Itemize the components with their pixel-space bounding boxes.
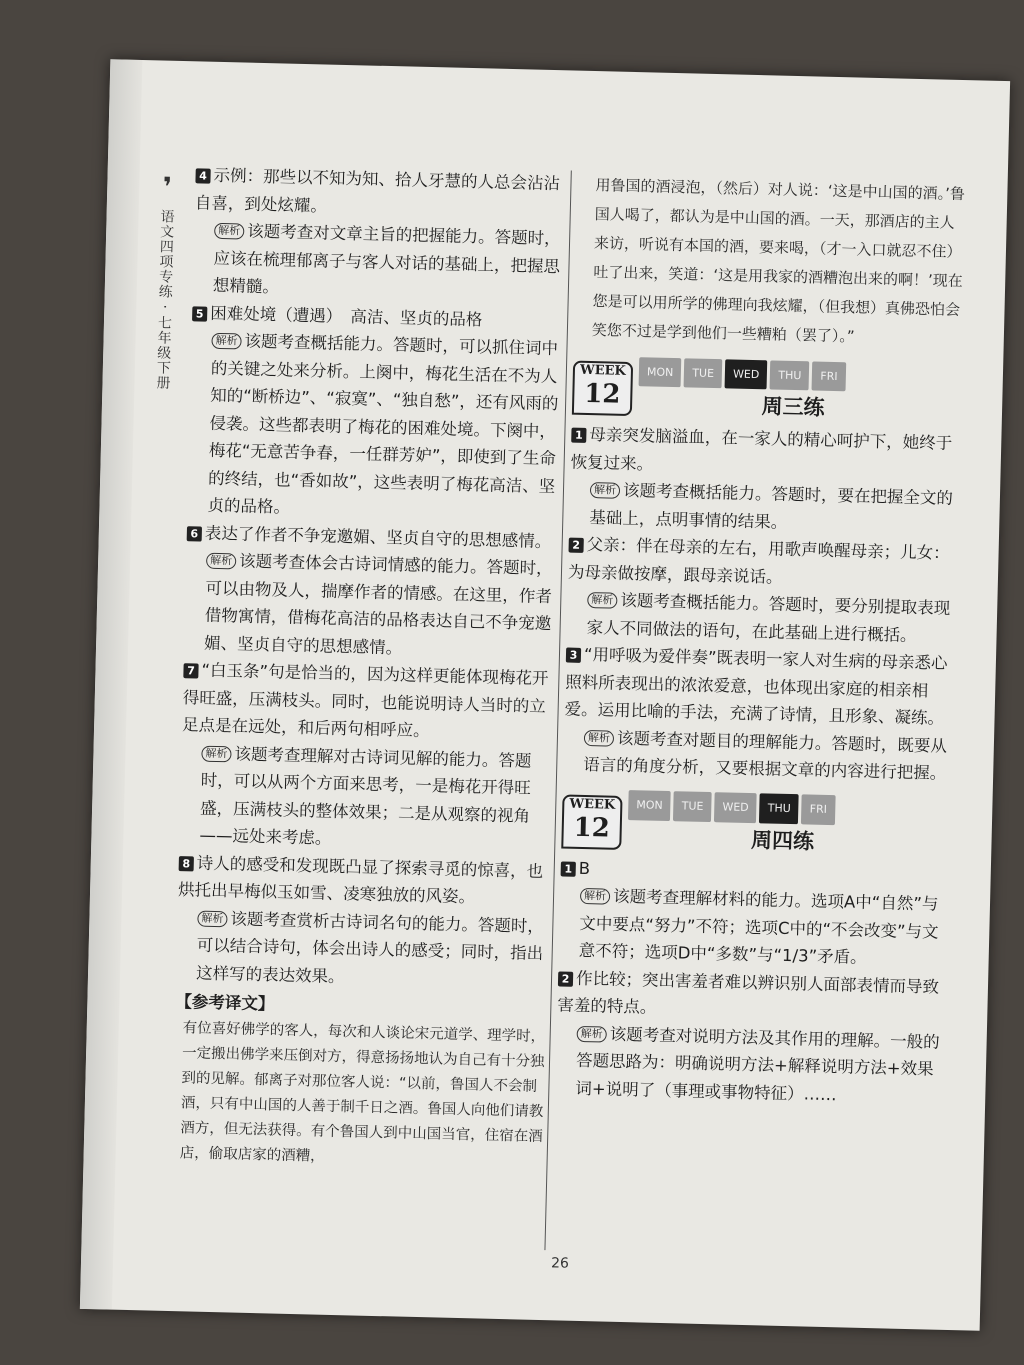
- analysis-tag: 解析: [201, 745, 231, 762]
- q-number: 3: [566, 648, 581, 663]
- q-number: 8: [179, 856, 194, 871]
- week-header-wednesday: [572, 357, 965, 425]
- page-stack-edge: [80, 59, 143, 1309]
- thu-answer-2: [557, 964, 950, 1029]
- q-number: 2: [558, 971, 573, 986]
- answer-text: B: [578, 858, 591, 878]
- wed-answer-1: [570, 421, 963, 486]
- day-mon: MON: [628, 790, 671, 821]
- analysis-tag: 解析: [577, 1025, 607, 1042]
- analysis-text: 该题考查对说明方法及其作用的理解。一般的答题思路为：明确说明方法+解释说明方法+效果词+说明了（事理或事物特征）……: [575, 1024, 940, 1104]
- analysis-tag: 解析: [584, 729, 614, 746]
- wed-answer-3: [564, 641, 958, 733]
- q-number: 7: [183, 663, 198, 678]
- thu-analysis-2: [555, 1019, 949, 1111]
- analysis-text: 该题考查理解对古诗词见解的能力。答题时，可以从两个方面来思考，一是梅花开得旺盛，压满枝头的整体效果；二是从观察的视角——远处来考虑。: [199, 743, 532, 848]
- answer-text: “用呼吸为爱伴奏”既表明一家人对生病的母亲悉心照料所表现出的浓浓爱意，也体现出家庭的相亲相爱。运用比喻的手法，充满了诗情，且形象、凝练。: [564, 644, 948, 728]
- q-number: 5: [192, 306, 207, 321]
- wed-analysis-1: [569, 476, 962, 541]
- thu-analysis-1: [558, 881, 952, 973]
- week-label: WEEK: [569, 796, 616, 813]
- analysis-tag: 解析: [214, 223, 244, 240]
- day-wed: WED: [714, 792, 757, 823]
- day-fri: FRI: [812, 361, 846, 391]
- textbook-page: [80, 59, 1010, 1331]
- answer-7: [182, 656, 556, 748]
- analysis-8: [176, 904, 550, 996]
- analysis-tag: 解析: [197, 910, 227, 927]
- day-fri: FRI: [801, 794, 835, 824]
- analysis-text: 该题考查概括能力。答题时，要在把握全文的基础上，点明事情的结果。: [589, 480, 954, 532]
- wed-analysis-3: [563, 723, 956, 788]
- section-title: 周四练: [750, 827, 815, 854]
- analysis-6: [184, 546, 559, 665]
- left-column: [171, 161, 567, 1174]
- analysis-text: 该题考查体会古诗词情感的能力。答题时，可以由物及人，揣摩作者的情感。在这里，作者借物寓情，借梅花高洁的品格表达自己不争宠邀媚、坚贞自守的思想感情。: [203, 551, 553, 657]
- week-label: WEEK: [579, 362, 626, 379]
- day-tue: TUE: [673, 791, 711, 821]
- day-thu: THU: [759, 793, 799, 823]
- answer-8: [178, 849, 551, 913]
- analysis-tag: 解析: [590, 482, 620, 499]
- day-mon: MON: [639, 357, 682, 388]
- analysis-tag: 解析: [211, 333, 241, 350]
- analysis-tag: 解析: [580, 888, 610, 905]
- answer-text: “白玉条”句是恰当的，因为这样更能体现梅花开得旺盛，压满枝头。同时，也能说明诗人当时的立足点是在远处，和后两句相呼应。: [181, 660, 549, 741]
- answer-text: 表达了作者不争宠邀媚、坚贞自守的思想感情。: [204, 523, 552, 551]
- analysis-4: [193, 216, 567, 308]
- reference-translation-title: 【参考译文】: [175, 992, 275, 1014]
- answer-text: 父亲：伴在母亲的左右，用歌声唤醒母亲；儿女：为母亲做按摩，跟母亲说话。: [567, 534, 950, 587]
- weekday-row: [639, 357, 950, 394]
- wed-answer-2: [568, 531, 961, 596]
- week-badge: [572, 361, 633, 416]
- analysis-7: [179, 739, 554, 858]
- analysis-text: 该题考查赏析古诗词名句的能力。答题时，可以结合诗句，体会出诗人的感受；同时，指出这样写的表达效果。: [195, 908, 545, 986]
- translation-continued: 用鲁国的酒浸泡，（然后）对人说：‘这是中山国的酒。’鲁国人喝了，都认为是中山国的酒。一天，那酒店的主人来访，听说有本国的酒，要来喝，（才一入口就忍不住）吐了出来，笑道：‘这是用我家的酒糟泡出来的啊！’现在您是可以用所学的佛理向我炫耀，（但我想）真佛恐怕会笑您不过是学到他们一些糟粕（罢了）。”: [591, 176, 966, 346]
- analysis-text: 该题考查概括能力。答题时，要分别提取表现家人不同做法的语句，在此基础上进行概括。: [586, 590, 951, 645]
- week-number: 12: [583, 378, 621, 410]
- answer-text: 示例：那些以不知为知、拾人牙慧的人总会沾沾自喜，到处炫耀。: [194, 165, 561, 216]
- week-badge: [561, 794, 622, 849]
- answer-text: 困难处境（遭遇） 高洁、坚贞的品格: [210, 303, 483, 329]
- page-number: 26: [550, 1255, 570, 1272]
- spine-title: [151, 172, 183, 391]
- analysis-text: 该题考查理解材料的能力。选项A中“自然”与文中要点“努力”不符；选项C中的“不会改变”与文意不符；选项D中“多数”与“1/3”矛盾。: [578, 886, 939, 967]
- analysis-text: 该题考查概括能力。答题时，可以抓住词中的关键之处来分析。上阕中，梅花生活在不为人知的“断桥边”、“寂寞”、“独自愁”，还有风雨的侵袭。这些都表明了梅花的困难处境。下阕中，梅花“无意苦争春，一任群芳妒”，即使到了生命的终结，也“香如故”，这些表明了梅花高洁、坚贞的品格。: [207, 331, 559, 517]
- analysis-tag: 解析: [587, 592, 617, 609]
- day-thu: THU: [770, 360, 810, 390]
- day-tue: TUE: [684, 358, 722, 388]
- wed-analysis-2: [566, 586, 959, 651]
- q-number: 4: [195, 168, 210, 183]
- answer-text: 诗人的感受和发现既凸显了探索寻觅的惊喜，也烘托出早梅似玉如雪、凌寒独放的风姿。: [177, 853, 544, 907]
- analysis-5: [187, 326, 564, 528]
- week-number: 12: [573, 812, 611, 844]
- reference-translation-text: 有位喜好佛学的客人，每次和人谈论宋元道学、理学时，一定搬出佛学来压倒对方，得意扬扬地认为自己有十分独到的见解。郁离子对那位客人说：“以前，鲁国人不会制酒，只有中山国的人善于制千日之酒。鲁国人向他们请教酒方，但无法获得。有个鲁国人到中山国当官，住宿在酒店，偷取店家的酒糟，: [179, 1019, 546, 1165]
- section-title: 周三练: [761, 394, 825, 420]
- right-column: [555, 171, 970, 1111]
- answer-text: 母亲突发脑溢血，在一家人的精心呵护下，她终于恢复过来。: [570, 425, 953, 474]
- q-number: 2: [568, 538, 583, 553]
- answer-text: 作比较；突出害羞者难以辨识别人面部表情而导致害羞的特点。: [557, 968, 940, 1017]
- q-number: 1: [571, 428, 586, 443]
- week-header-thursday: [561, 790, 954, 858]
- spine-text: 语文四项专练 · 七年级下册: [154, 208, 175, 391]
- weekday-bar: [627, 790, 938, 857]
- weekday-bar: [638, 357, 949, 424]
- spine-mark: ❜: [151, 172, 183, 204]
- analysis-text: 该题考查对题目的理解能力。答题时，既要从语言的角度分析，又要根据文章的内容进行把握。: [583, 728, 948, 783]
- answer-4: [195, 161, 568, 225]
- q-number: 1: [561, 861, 576, 876]
- day-wed: WED: [725, 359, 768, 390]
- analysis-text: 该题考查对文章主旨的把握能力。答题时，应该在梳理郁离子与客人对话的基础上，把握思想精髓。: [212, 221, 561, 297]
- analysis-tag: 解析: [206, 553, 236, 570]
- q-number: 6: [187, 526, 202, 541]
- weekday-row: [628, 790, 939, 827]
